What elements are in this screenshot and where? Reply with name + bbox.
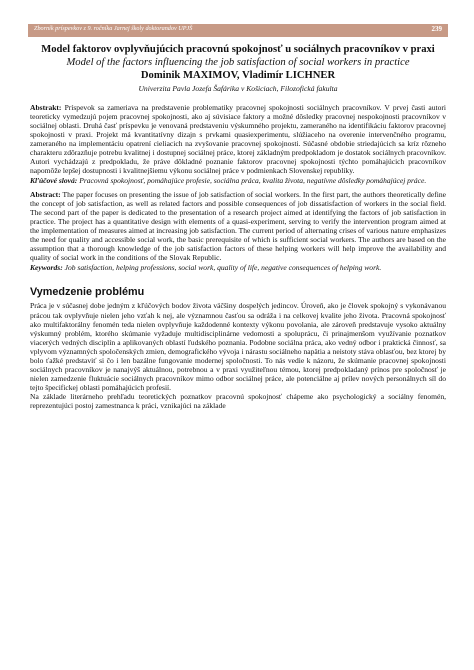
author-list: Dominik MAXIMOV, Vladimír LICHNER xyxy=(140,70,336,82)
keywords-slovak-text: Pracovná spokojnosť, pomáhajúce profesie, sociálna práca, kvalita života, negatívne dôsledky pomáhajúcej práce. xyxy=(79,175,427,185)
keywords-english-label: Keywords: xyxy=(30,263,63,273)
running-title: Zborník príspevkov z 9. ročníka Jarnej školy doktorandov UPJŠ xyxy=(34,25,193,32)
page-content xyxy=(30,44,446,410)
body-paragraph: Práca je v súčasnej dobe jedným z kľúčových bodov života väčšiny dospelých jedincov. Úroveň, ako je človek spokojný s vykonávanou prácou tak ovplyvňuje nielen jeho vzťah k nej, ale významnou časťou sa odráža i na celkovej kvalite jeho života. Pracovná spokojnosť ako multifaktorálny fenomén teda nielen ovplyvňuje každodenné kontexty výkonu povolania, ale zároveň predstavuje vysoko aktuálny výskumný problém, ktorého skúmanie vyžaduje multidisciplinárne vedomosti a spoluprácu, či prinajmenšom využívanie poznatkov viacerých vedných disciplín a aplikovaných oblastí ľudského poznania. Podobne sociálna práca, ako vedný odbor i praktická činnosť, sa vplyvom významných spoločenských zmien, demografického vývoja i nárastu sociálneho napätia a neistoty stáva oblasťou, bez ktorej by bolo ťažké predstaviť si čo i len bazálne fungovanie modernej spoločnosti. To nás vedie k názoru, že skúmanie pracovnej spokojnosti sociálnych pracovníkov je nanajvýš aktuálnou, potrebnou a v praxi využiteľnou témou, ktorej predpokladaný prínos pre spoločnosť je nielen zamedzenie fluktuácie sociálnych pracovníkov mimo odbor sociálnej práce, ale potenciálne aj prílev nových personálnych síl do tejto špecifickej oblasti pomáhajúcich profesií. xyxy=(30,301,446,392)
page-number: 239 xyxy=(431,25,442,33)
keywords-slovak-label: Kľúčové slová: xyxy=(30,175,78,185)
abstract-english xyxy=(30,190,446,262)
abstract-english-label: Abstract: xyxy=(30,190,61,200)
abstract-slovak-text: Príspevok sa zameriava na predstavenie problematiky pracovnej spokojnosti sociálnych pracovníkov. V prvej časti autori teoreticky vymedzujú pojem pracovnej spokojnosti, ako aj súvisiace faktory a možné dôsledky pracovnej nespokojnosti pracovníkov v sociálnej oblasti. Druhá časť príspevku je venovaná predstaveniu výskumného projektu, zameraného na identifikáciu faktorov pracovnej spokojnosti v praxi. Projekt má kvantitatívny dizajn s prvkami quasiexperimentu, slúžiaceho na overenie intervenčného programu, zameraného na implementáciu opatrení cieliacich na zvyšovanie pracovnej spokojnosti. Súčasné obdobie striedajúcich sa kríz rôzneho charakteru zdôrazňuje potrebu kvalitnej i dostupnej sociálnej práce, ktorej základným predpokladom je dostatok sociálnych pracovníkov. Autori vychádzajú z predpokladu, že práve dôkladné poznanie faktorov pracovnej spokojnosti týchto pomáhajúcich pracovníkov napomôže lepšej dostupnosti i kvalitnejšiemu výkonu sociálnej práce v podmienkach Slovenskej republiky. xyxy=(30,102,446,175)
abstract-slovak xyxy=(30,103,446,175)
affiliation: Univerzita Pavla Jozefa Šafárika v Košiciach, Filozofická fakulta xyxy=(138,83,338,93)
keywords-slovak xyxy=(30,176,446,185)
body-paragraph: Na základe literárneho prehľadu teoretických poznatkov pracovnú spokojnosť chápeme ako psychologický a sociálny fenomén, reprezentujúci postoj zamestnanca k práci, vznikajúci na základe xyxy=(30,391,446,410)
section-heading: Vymedzenie problému xyxy=(30,286,145,299)
abstract-english-text: The paper focuses on presenting the issue of job satisfaction of social workers. In the first part, the authors theoretically define the concept of job satisfaction, as well as related factors and possible consequences of job dissatisfaction of workers in the social field. The second part of the paper is dedicated to the presentation of a research project aimed at identifying the factors of job satisfaction in practice. The project has a quantitative design with elements of a quasi-experiment, serving to verify the intervention program aimed at the implementation of measures aimed at increasing job satisfaction. The current period of alternating crises of various nature emphasizes the need for quality and accessible social work, the basic prerequisite of which is sufficient social workers. The authors are based on the assumption that a thorough knowledge of the job satisfaction factors of these helping workers will help improve the availability and quality of social work in the conditions of the Slovak Republic. xyxy=(30,190,446,263)
abstract-slovak-label: Abstrakt: xyxy=(30,102,62,112)
keywords-english xyxy=(30,263,446,272)
paper-title: Model faktorov ovplyvňujúcich pracovnú spokojnosť u sociálnych pracovníkov v praxi xyxy=(41,44,435,55)
keywords-english-text: Job satisfaction, helping professions, social work, quality of life, negative consequences of helping work. xyxy=(64,263,382,273)
running-header xyxy=(28,24,448,37)
paper-title-english: Model of the factors influencing the job satisfaction of social workers in practice xyxy=(66,57,410,69)
